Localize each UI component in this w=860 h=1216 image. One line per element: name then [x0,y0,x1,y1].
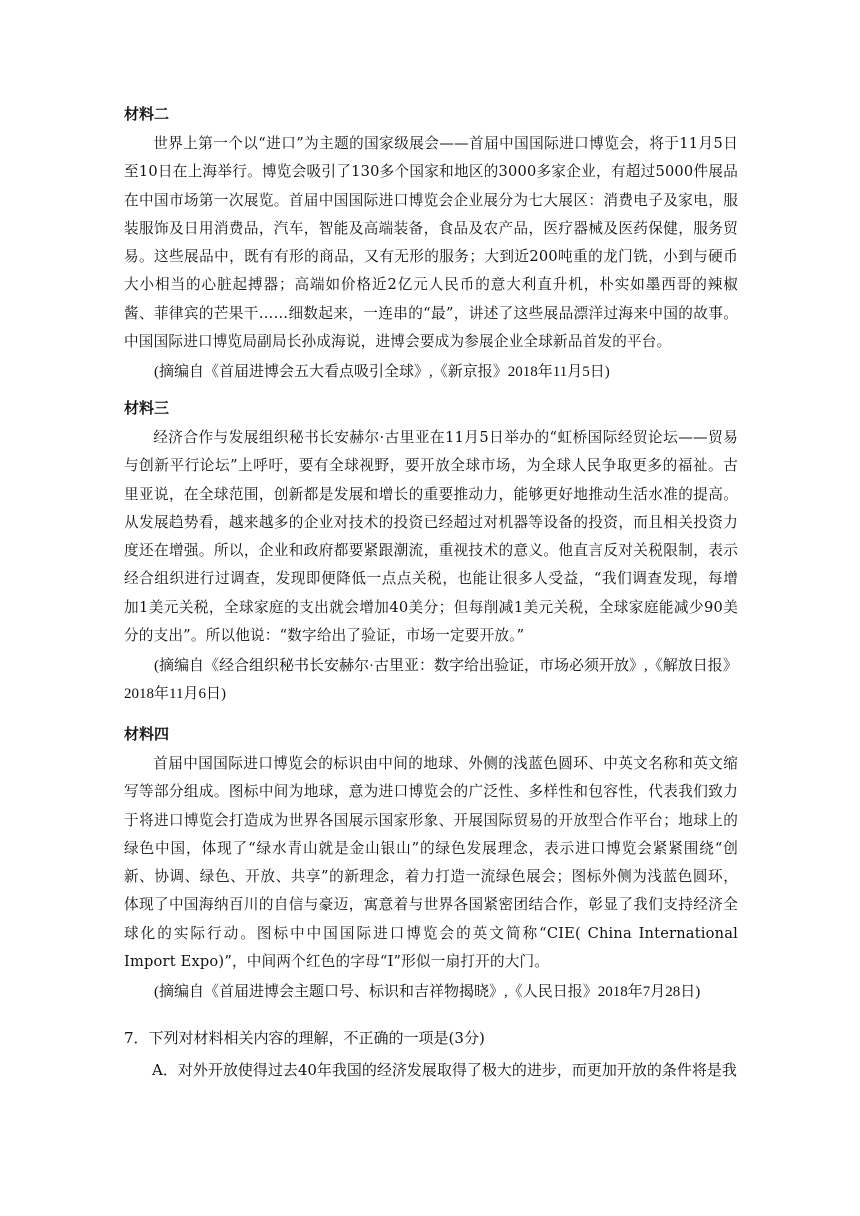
material-3-block [124,424,738,708]
material-3-paragraph: 经济合作与发展组织秘书长安赫尔·古里亚在11月5日举办的“虹桥国际经贸论坛——贸易与创新平行论坛”上呼吁，要有全球视野，要开放全球市场，为全球人民争取更多的福祉。古里亚说，在全球范围，创新都是发展和增长的重要推动力，能够更好地推动生活水准的提高。从发展趋势看，越来越多的企业对技术的投资已经超过对机器等设备的投资，而且相关投资力度还在增强。所以，企业和政府都要紧跟潮流，重视技术的意义。他直言反对关税限制，表示经合组织进行过调查，发现即便降低一点点关税，也能让很多人受益，“我们调查发现，每增加1美元关税，全球家庭的支出就会增加40美分；但每削减1美元关税，全球家庭能减少90美分的支出”。所以他说：“数字给出了验证，市场一定要开放。” [124,429,738,645]
question-7-option-a: A．对外开放使得过去40年我国的经济发展取得了极大的进步，而更加开放的条件将是我 [152,1061,737,1079]
material-4-heading: 材料四 [124,725,170,743]
material-4-paragraph: 首届中国国际进口博览会的标识由中间的地球、外侧的浅蓝色圆环、中英文名称和英文缩写等部分组成。图标中间为地球，意为进口博览会的广泛性、多样性和包容性，代表我们致力于将进口博览会打造成为世界各国展示国家形象、开展国际贸易的开放型合作平台；地球上的绿色中国，体现了“绿水青山就是金山银山”的绿色发展理念，表示进口博览会紧紧围绕“创新、协调、绿色、开放、共享”的新理念，着力打造一流绿色展会；图标外侧为浅蓝色圆环，体现了中国海纳百川的自信与豪迈，寓意着与世界各国紧密团结合作，彰显了我们支持经济全球化的实际行动。图标中中国国际进口博览会的英文简称“CIE( China International Import Expo)”，中间两个红色的字母“I”形似一扇打开的大门。 [124,755,738,971]
material-2-heading: 材料二 [124,105,170,123]
material-3-source: (摘编自《经合组织秘书长安赫尔·古里亚：数字给出验证，市场必须开放》,《解放日报》2018年11月6日) [124,658,738,703]
material-4-source: (摘编自《首届进博会主题口号、标识和吉祥物揭晓》,《人民日报》2018年7月28日) [154,984,701,1001]
material-2-block [124,130,738,386]
material-2-paragraph: 世界上第一个以“进口”为主题的国家级展会——首届中国国际进口博览会，将于11月5日至10日在上海举行。博览会吸引了130多个国家和地区的3000多家企业，有超过5000件展品在中国市场第一次展览。首届中国国际进口博览会企业展分为七大展区：消费电子及家电，服装服饰及日用消费品，汽车，智能及高端装备，食品及农产品，医疗器械及医药保健，服务贸易。这些展品中，既有有形的商品，又有无形的服务；大到近200吨重的龙门铣，小到与硬币大小相当的心脏起搏器；高端如价格近2亿元人民币的意大利直升机，朴实如墨西哥的辣椒酱、菲律宾的芒果干……细数起来，一连串的“最”，讲述了这些展品漂洋过海来中国的故事。中国国际进口博览局副局长孙成海说，进博会要成为参展企业全球新品首发的平台。 [124,135,738,351]
material-2-source: (摘编自《首届进博会五大看点吸引全球》,《新京报》2018年11月5日) [154,364,610,381]
material-4-block [124,750,738,1006]
material-3-heading: 材料三 [124,399,170,417]
question-7-stem: 7．下列对材料相关内容的理解，不正确的一项是(3分) [124,1029,485,1047]
